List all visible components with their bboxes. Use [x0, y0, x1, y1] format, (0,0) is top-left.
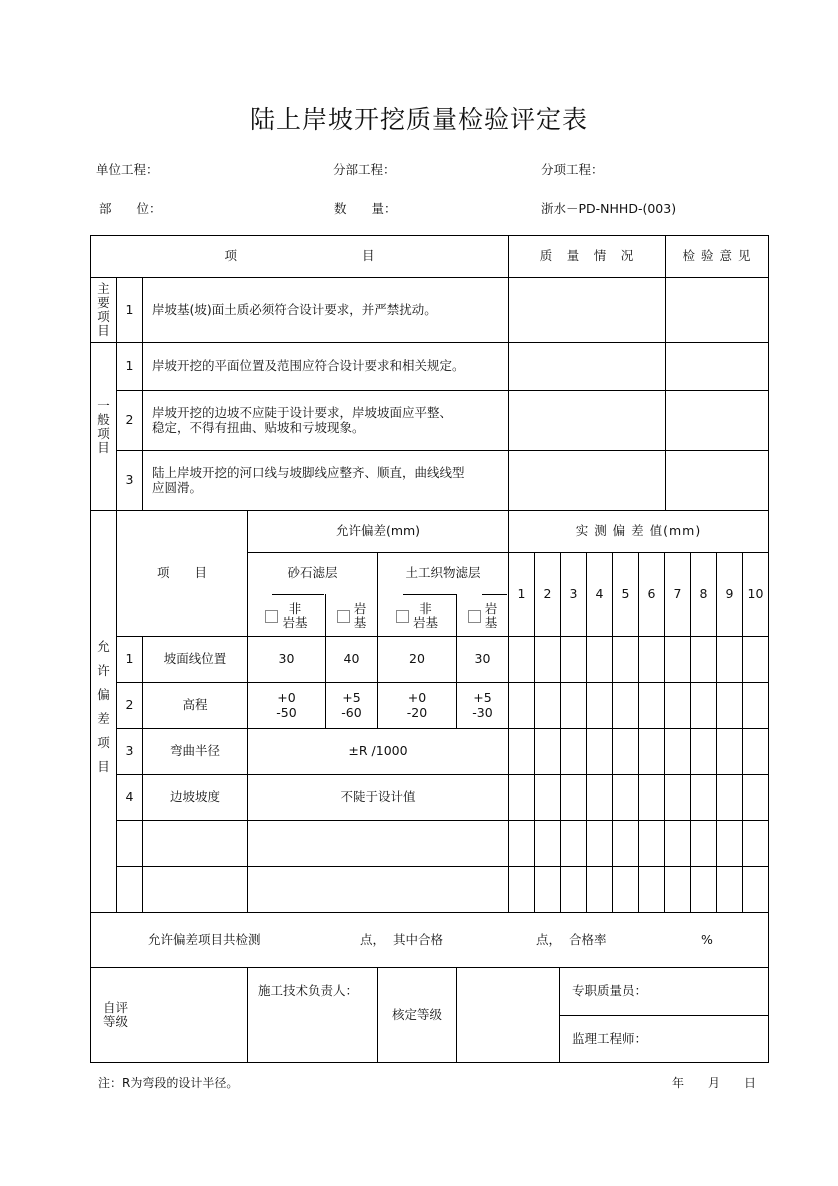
- general-item-text: 陆上岸坡开挖的河口线与坡脚线应整齐、顺直，曲线线型 应圆滑。: [152, 465, 465, 495]
- tol-merged-value: ±R /1000: [348, 743, 408, 759]
- measure-col-4: 4: [595, 586, 604, 602]
- summary-pass-label: 点， 其中合格: [360, 931, 443, 947]
- checkbox[interactable]: [468, 610, 481, 623]
- sub-header-rock: 岩 基: [457, 596, 508, 636]
- tol-row-no: 3: [125, 743, 134, 759]
- tol-row-name: 坡面线位置: [163, 651, 227, 667]
- checkbox[interactable]: [396, 610, 409, 623]
- header-opinion: 检 验 意 见: [682, 248, 752, 264]
- geotextile-filter-header: 土工织物滤层: [405, 565, 481, 581]
- general-item-no: 1: [125, 358, 134, 374]
- summary-percent: %: [701, 931, 713, 947]
- general-item-text: 岸坡开挖的边坡不应陡于设计要求，岸坡坡面应平整、 稳定，不得有扭曲、贴坡和亏坡现象。: [152, 405, 453, 435]
- measure-col-7: 7: [673, 586, 682, 602]
- measure-col-9: 9: [725, 586, 734, 602]
- measure-col-1: 1: [517, 586, 526, 602]
- tol-merged-value: 不陡于设计值: [340, 789, 416, 805]
- general-item-no: 3: [125, 472, 134, 488]
- sub-header-non-rock: 非 岩基: [378, 596, 456, 636]
- tol-row-name: 弯曲半径: [169, 743, 220, 759]
- measure-col-8: 8: [699, 586, 708, 602]
- measure-col-10: 10: [747, 586, 764, 602]
- division-project-label: 分部工程：: [333, 162, 396, 177]
- unit-project-label: 单位工程：: [96, 162, 159, 177]
- tol-value: +0 -20: [406, 690, 428, 720]
- main-item-no: 1: [125, 301, 134, 317]
- location-label: 部 位：: [99, 201, 162, 216]
- general-item-text: 岸坡开挖的平面位置及范围应符合设计要求和相关规定。: [152, 358, 465, 374]
- self-eval-label: 自评 等级: [102, 999, 128, 1029]
- qa-label: 专职质量员：: [572, 983, 648, 999]
- tol-value: 40: [343, 651, 360, 667]
- supervisor-label: 监理工程师：: [572, 1030, 648, 1046]
- tolerance-item-header: 项 目: [156, 565, 207, 581]
- summary-rate-label: 点， 合格率: [536, 931, 607, 947]
- sub-header-rock: 岩 基: [326, 596, 377, 636]
- tol-value: 30: [474, 651, 491, 667]
- allow-deviation-header: 允许偏差(mm): [335, 523, 421, 539]
- verified-grade-label: 核定等级: [391, 1006, 442, 1022]
- footer-date: 年 月 日: [672, 1076, 757, 1090]
- header-quality: 质 量 情 况: [539, 248, 635, 264]
- sand-filter-header: 砂石滤层: [287, 565, 338, 581]
- sub-header-non-rock: 非 岩基: [248, 596, 325, 636]
- checkbox[interactable]: [337, 610, 350, 623]
- page-title: 陆上岸坡开挖质量检验评定表: [249, 105, 588, 134]
- summary-total-label: 允许偏差项目共检测: [148, 931, 261, 947]
- tech-lead-label: 施工技术负责人：: [258, 982, 359, 998]
- measure-col-6: 6: [647, 586, 656, 602]
- measured-deviation-header: 实 测 偏 差 值(mm): [575, 523, 702, 539]
- form-code: 浙水－PD-NHHD-(003): [541, 201, 677, 216]
- tol-row-no: 2: [125, 697, 134, 713]
- general-items-label: 一 般 项 目: [97, 397, 110, 455]
- tol-value: +5 -30: [472, 690, 493, 720]
- main-item-text: 岸坡基(坡)面土质必须符合设计要求，并严禁扰动。: [152, 301, 437, 317]
- tol-value: 20: [409, 651, 425, 667]
- footer-note: 注：R为弯段的设计半径。: [98, 1076, 239, 1090]
- tol-value: 30: [278, 651, 295, 667]
- main-items-label: 主 要 项 目: [97, 281, 110, 338]
- general-item-no: 2: [125, 412, 134, 428]
- measure-col-3: 3: [569, 586, 578, 602]
- tol-value: +0 -50: [276, 690, 297, 720]
- tol-row-name: 高程: [182, 697, 208, 713]
- tol-value: +5 -60: [341, 690, 362, 720]
- measure-col-2: 2: [543, 586, 552, 602]
- measure-col-5: 5: [621, 586, 630, 602]
- quantity-label: 数 量：: [334, 201, 397, 216]
- tol-row-name: 边坡坡度: [169, 789, 220, 805]
- tol-row-no: 1: [125, 651, 134, 667]
- tol-row-no: 4: [125, 789, 134, 805]
- item-project-label: 分项工程：: [541, 162, 604, 177]
- header-item: 项 目: [224, 248, 375, 264]
- checkbox[interactable]: [265, 610, 278, 623]
- tolerance-items-label: 允 许 偏 差 项 目: [97, 638, 110, 774]
